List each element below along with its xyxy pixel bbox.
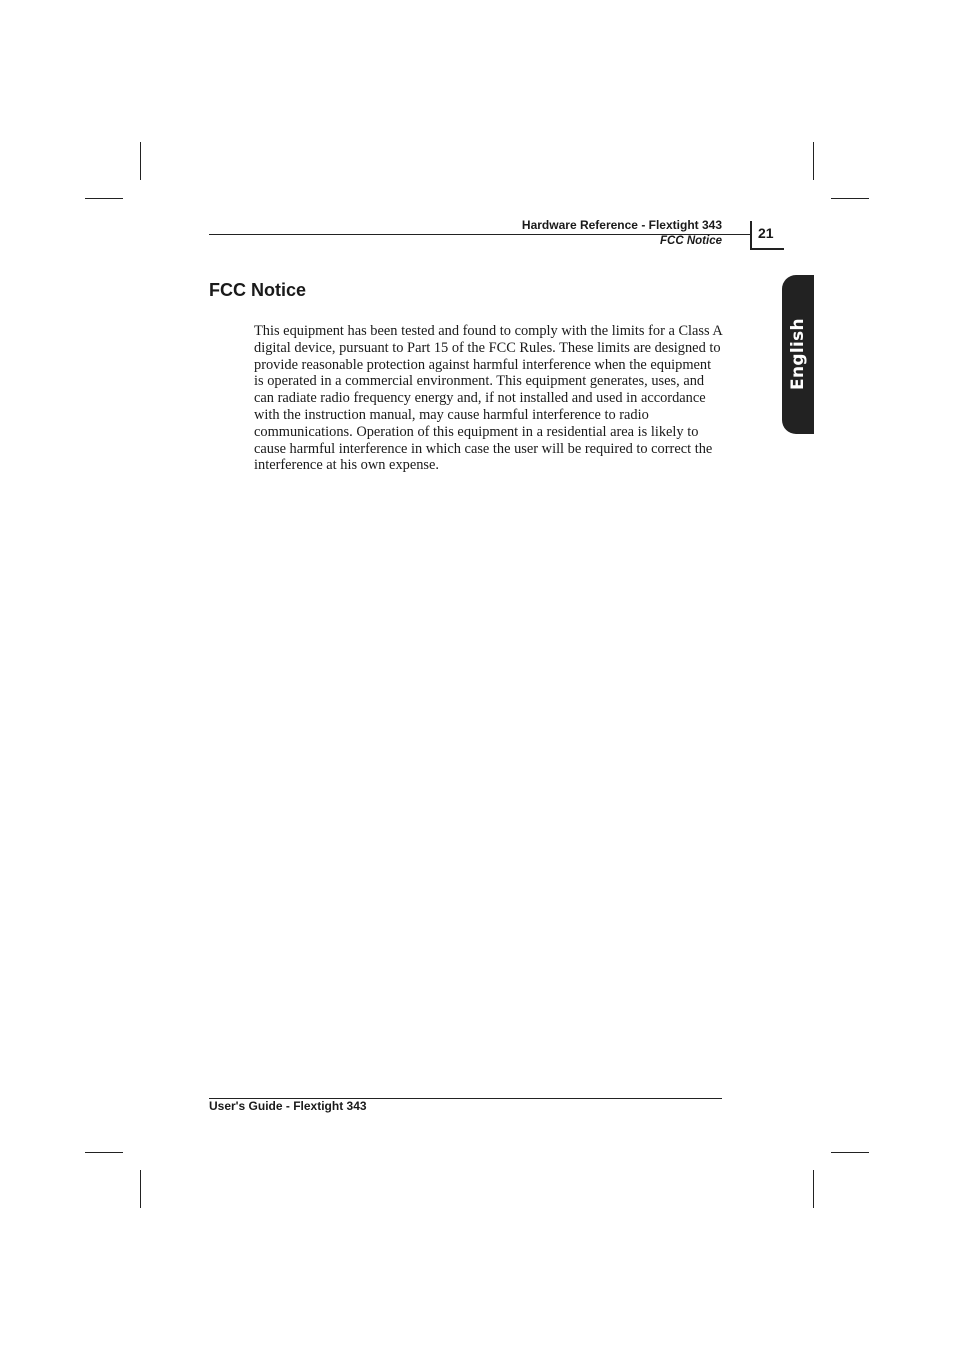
crop-mark-bottom-left-vertical	[140, 1170, 141, 1208]
section-heading: FCC Notice	[209, 280, 307, 300]
language-tab-label: English	[788, 318, 808, 390]
crop-mark-top-right-vertical	[813, 142, 814, 180]
crop-mark-bottom-right-vertical	[813, 1170, 814, 1208]
running-header-title: Hardware Reference - Flextight 343	[521, 218, 722, 232]
crop-mark-bottom-right-horizontal	[831, 1152, 869, 1153]
language-tab	[782, 275, 814, 434]
running-footer: User's Guide - Flextight 343	[209, 1099, 367, 1113]
crop-mark-top-right-horizontal	[831, 198, 869, 199]
crop-mark-top-left-vertical	[140, 142, 141, 180]
crop-mark-bottom-left-horizontal	[85, 1152, 123, 1153]
running-header-section: FCC Notice	[660, 235, 722, 247]
page-number-box	[750, 221, 784, 250]
crop-mark-top-left-horizontal	[85, 198, 123, 199]
fcc-notice-paragraph: This equipment has been tested and found to comply with the limits for a Class A digital device, pursuant to Part 15 of the FCC Rules. These limits are designed to provide reasonable protection against harmful interference when the equipment is operated in a commercial environment. This equipment generates, uses, and can radiate radio frequency energy and, if not installed and used in accordance with the instruction manual, may cause harmful interference to radio communications. Operation of this equipment in a residential area is likely to cause harmful interference in which case the user will be required to correct the interference at his own expense.	[254, 323, 723, 474]
page-number: 21	[758, 225, 774, 241]
